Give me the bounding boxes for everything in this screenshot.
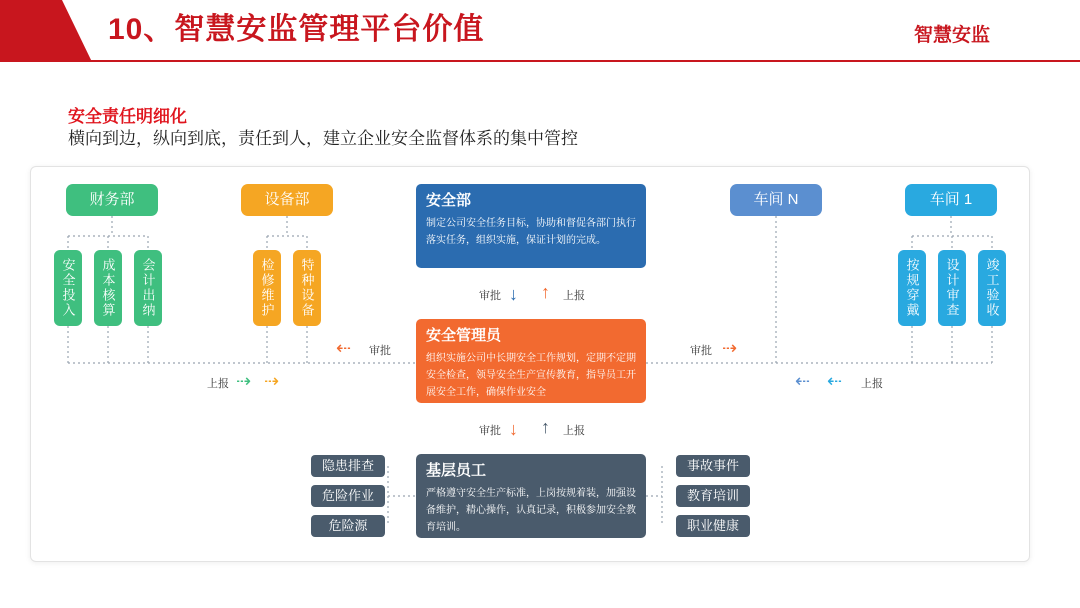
staff-card[interactable] [416,454,646,538]
staff-right-tag[interactable]: 事故事件 [676,455,750,477]
equipment-item[interactable]: 检修维护 [253,250,281,326]
dept-workshop-n[interactable]: 车间 N [730,184,822,216]
workshop1-item[interactable]: 设计审查 [938,250,966,326]
approve-label: 审批 [479,290,501,302]
equipment-item[interactable]: 特种设备 [293,250,321,326]
arrow-right-icon: ⇢ [722,338,738,358]
arrow-up-icon: ↑ [541,282,550,302]
staff-left-tag[interactable]: 隐患排查 [311,455,385,477]
approve-label: 审批 [690,345,712,357]
report-label: 上报 [563,425,585,437]
arrow-left-icon: ⇠ [336,338,350,358]
safety-manager-title: 安全管理员 [426,327,502,344]
staff-title: 基层员工 [426,462,487,479]
brand-label: 智慧安监 [914,25,991,46]
arrow-right-icon: ⇢ [236,371,252,391]
section-heading: 安全责任明细化 [68,107,187,126]
staff-right-tag[interactable]: 职业健康 [676,515,750,537]
finance-item[interactable]: 成本核算 [94,250,122,326]
workshop1-item[interactable]: 竣工验收 [978,250,1006,326]
staff-left-tag[interactable]: 危险源 [311,515,385,537]
safety-dept-card[interactable] [416,184,646,268]
finance-item[interactable]: 安全投入 [54,250,82,326]
report-label: 上报 [207,378,229,390]
safety-manager-desc: 组织实施公司中长期安全工作规划，定期不定期安全检查，领导安全生产宣传教育，指导员工开展安全工作，确保作业安全 [426,353,636,398]
dept-equipment[interactable]: 设备部 [241,184,333,216]
arrow-left-icon: ⇠ [827,371,843,391]
arrow-left-icon: ⇠ [795,371,811,391]
finance-item[interactable]: 会计出纳 [134,250,162,326]
arrow-down-icon: ↓ [509,284,518,304]
staff-left-tag[interactable]: 危险作业 [311,485,385,507]
report-label: 上报 [563,290,585,302]
staff-desc: 严格遵守安全生产标准，上岗按规着装，加强设备维护，精心操作，认真记录，积极参加安全教育培训。 [426,488,636,533]
report-label: 上报 [861,378,883,390]
dept-workshop-1[interactable]: 车间 1 [905,184,997,216]
safety-dept-title: 安全部 [426,192,472,209]
arrow-up-icon: ↑ [541,417,550,437]
arrow-down-icon: ↓ [509,419,518,439]
dept-finance[interactable]: 财务部 [66,184,158,216]
approve-label: 审批 [479,425,501,437]
staff-right-tag[interactable]: 教育培训 [676,485,750,507]
safety-dept-desc: 制定公司安全任务目标，协助和督促各部门执行落实任务，组织实施，保证计划的完成。 [426,218,636,246]
page-title: 10、智慧安监管理平台价值 [108,13,485,46]
workshop1-item[interactable]: 按规穿戴 [898,250,926,326]
section-text: 横向到边，纵向到底，责任到人，建立企业安全监督体系的集中管控 [68,129,578,148]
arrow-right-icon: ⇢ [264,371,280,391]
safety-manager-card[interactable] [416,319,646,403]
approve-label: 审批 [369,345,391,357]
